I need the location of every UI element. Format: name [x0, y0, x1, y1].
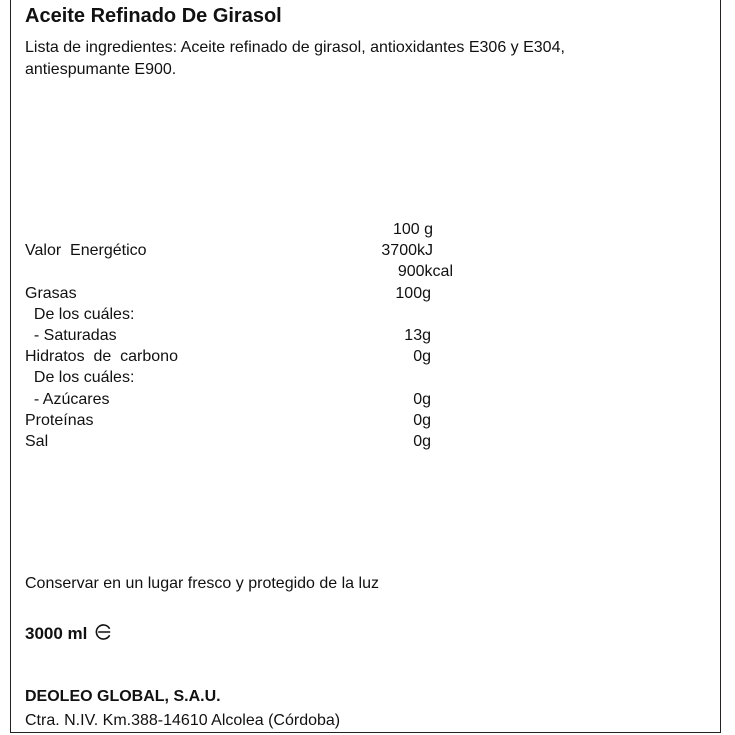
net-volume — [25, 623, 113, 646]
nutrition-row-label-protein: Proteínas — [25, 412, 94, 429]
ingredients-line-2: antiespumante E900. — [25, 61, 177, 78]
ingredients-list — [25, 37, 685, 81]
nutrition-row-label-carbohydrates: Hidratos de carbono — [25, 348, 178, 365]
nutrition-row-label-of-which-carbs: De los cuáles: — [25, 369, 135, 386]
nutrition-row-label-fat: Grasas — [25, 285, 77, 302]
nutrition-row-value-salt: 0g — [413, 433, 431, 450]
nutrition-row-label-saturated: - Saturadas — [25, 327, 117, 344]
product-title: Aceite Refinado De Girasol — [25, 5, 282, 27]
nutrition-header: 100 g — [392, 221, 433, 238]
nutrition-row-value-fat: 100g — [395, 285, 431, 302]
company-name: DEOLEO GLOBAL, S.A.U. — [25, 688, 221, 705]
ingredients-line-1: Lista de ingredientes: Aceite refinado de girasol, antioxidantes E306 y E304, — [25, 39, 565, 56]
nutrition-row-value-protein: 0g — [413, 412, 431, 429]
nutrition-row-label-sugars: - Azúcares — [25, 391, 110, 408]
nutrition-row-value-sugars: 0g — [413, 391, 431, 408]
company-address: Ctra. N.IV. Km.388-14610 Alcolea (Córdoba) — [25, 712, 341, 729]
nutrition-row-value-carbohydrates: 0g — [413, 348, 431, 365]
estimated-sign-icon — [95, 623, 113, 646]
nutrition-row-value-saturated: 13g — [404, 327, 431, 344]
nutrition-row-label-of-which-fat: De los cuáles: — [25, 306, 135, 323]
net-volume-text: 3000 ml — [25, 624, 88, 643]
nutrition-row-label-energy: Valor Energético — [25, 242, 147, 259]
nutrition-row-value-energy-kj: 3700kJ — [381, 242, 433, 259]
nutrition-row-label-salt: Sal — [25, 433, 49, 450]
storage-instructions: Conservar en un lugar fresco y protegido de la luz — [25, 575, 379, 592]
nutrition-row-value-energy-kcal: 900kcal — [397, 263, 453, 280]
